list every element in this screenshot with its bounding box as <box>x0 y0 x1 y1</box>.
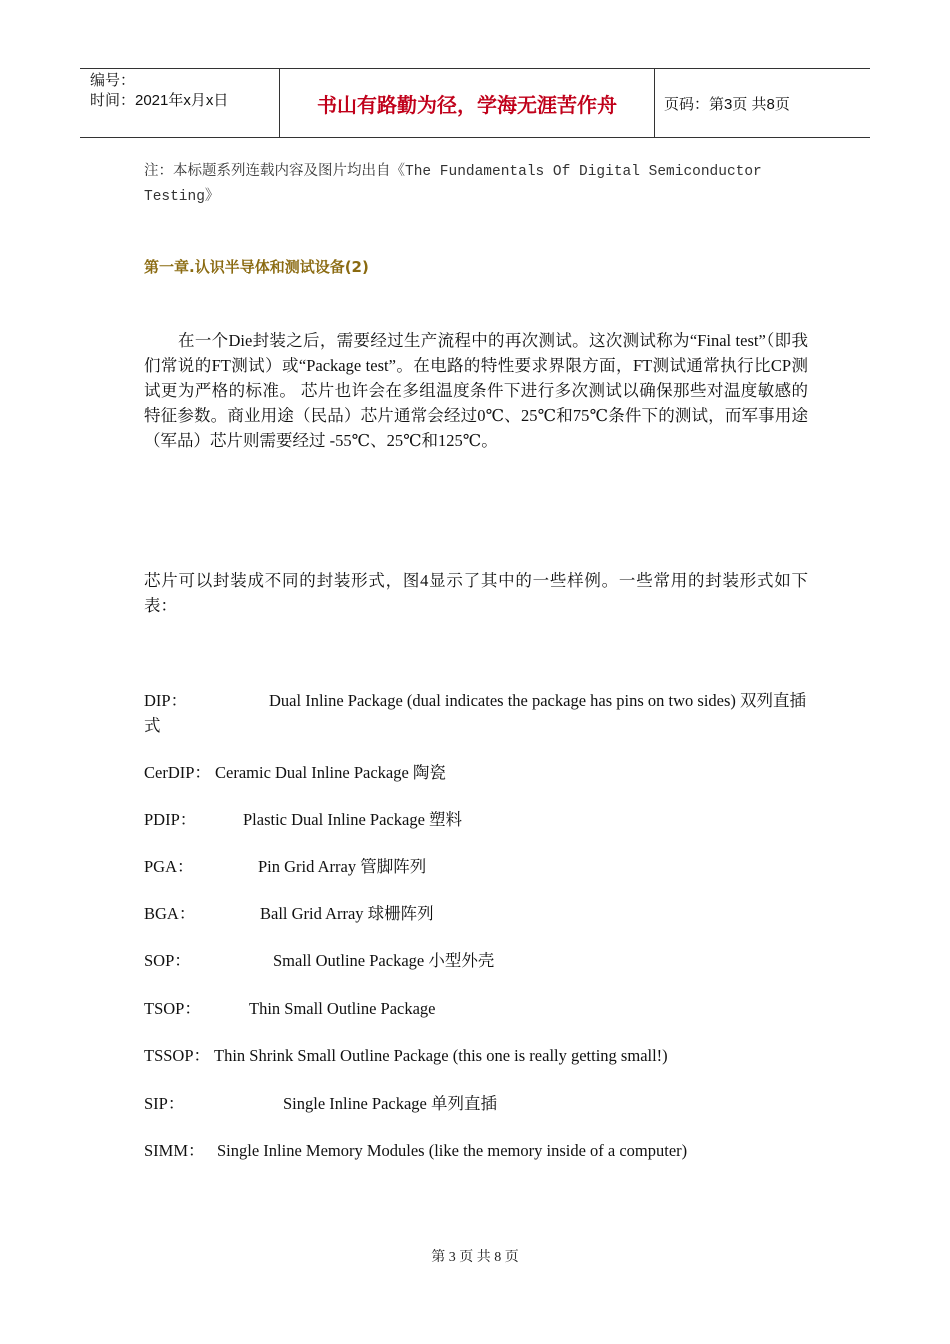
package-desc: Ceramic Dual Inline Package 陶瓷 <box>215 763 446 782</box>
package-item <box>144 1043 808 1068</box>
package-desc: Plastic Dual Inline Package 塑料 <box>243 810 463 829</box>
package-desc: Thin Small Outline Package <box>249 999 436 1018</box>
package-desc: Pin Grid Array 管脚阵列 <box>258 857 427 876</box>
package-desc: Dual Inline Package (dual indicates the package has pins on two sides) 双列直插式 <box>144 691 807 735</box>
package-item <box>144 996 808 1021</box>
package-item <box>144 760 808 785</box>
package-key: SIMM： <box>144 1141 205 1160</box>
package-desc: Single Inline Package 单列直插 <box>283 1094 498 1113</box>
package-item <box>144 1138 808 1163</box>
package-item <box>144 901 808 926</box>
page-header <box>80 68 870 138</box>
package-key: SOP： <box>144 951 191 970</box>
package-item <box>144 807 808 832</box>
package-desc: Thin Shrink Small Outline Package (this one is really getting small!) <box>214 1046 668 1065</box>
header-meta <box>80 69 280 137</box>
package-key: SIP： <box>144 1094 185 1113</box>
package-key: PGA： <box>144 857 194 876</box>
package-key: DIP： <box>144 691 188 710</box>
number-label: 编号： <box>90 72 136 89</box>
package-desc: Ball Grid Array 球栅阵列 <box>260 904 434 923</box>
paragraph-final-test: 在一个Die封装之后，需要经过生产流程中的再次测试。这次测试称为“Final test”（即我们常说的FT测试）或“Package test”。在电路的特性要求界限方面，FT测试通常执行比CP测试更为严格的标准。 芯片也许会在多组温度条件下进行多次测试以确保那些对温度敏感的特征参数。商业用途（民品）芯片通常会经过0℃、25℃和75℃条件下的测试，而军事用途（军品）芯片则需要经过 -55℃、25℃和125℃。 <box>144 331 808 450</box>
header-motto: 书山有路勤为径，学海无涯苦作舟 <box>280 69 655 137</box>
date-label: 时间：2021年x月x日 <box>90 92 229 109</box>
package-key: BGA： <box>144 904 196 923</box>
package-item <box>144 854 808 879</box>
package-key: PDIP： <box>144 810 197 829</box>
source-note: 注：本标题系列连载内容及图片均出自《The Fundamentals Of Digital Semiconductor Testing》 <box>144 164 762 205</box>
paragraph-packages-intro: 芯片可以封装成不同的封装形式，图4显示了其中的一些样例。一些常用的封装形式如下表： <box>144 571 808 615</box>
page-footer: 第 3 页 共 8 页 <box>431 1250 519 1265</box>
package-key: CerDIP： <box>144 763 211 782</box>
package-desc: Small Outline Package 小型外壳 <box>273 951 495 970</box>
package-item <box>144 688 808 738</box>
package-key: TSOP： <box>144 999 201 1018</box>
package-item <box>144 948 808 973</box>
package-desc: Single Inline Memory Modules (like the memory inside of a computer) <box>217 1141 688 1160</box>
header-page-label: 页码：第3页 共8页 <box>664 95 790 113</box>
chapter-title: 第一章.认识半导体和测试设备(2) <box>144 258 369 276</box>
package-item <box>144 1091 808 1116</box>
package-key: TSSOP： <box>144 1046 211 1065</box>
